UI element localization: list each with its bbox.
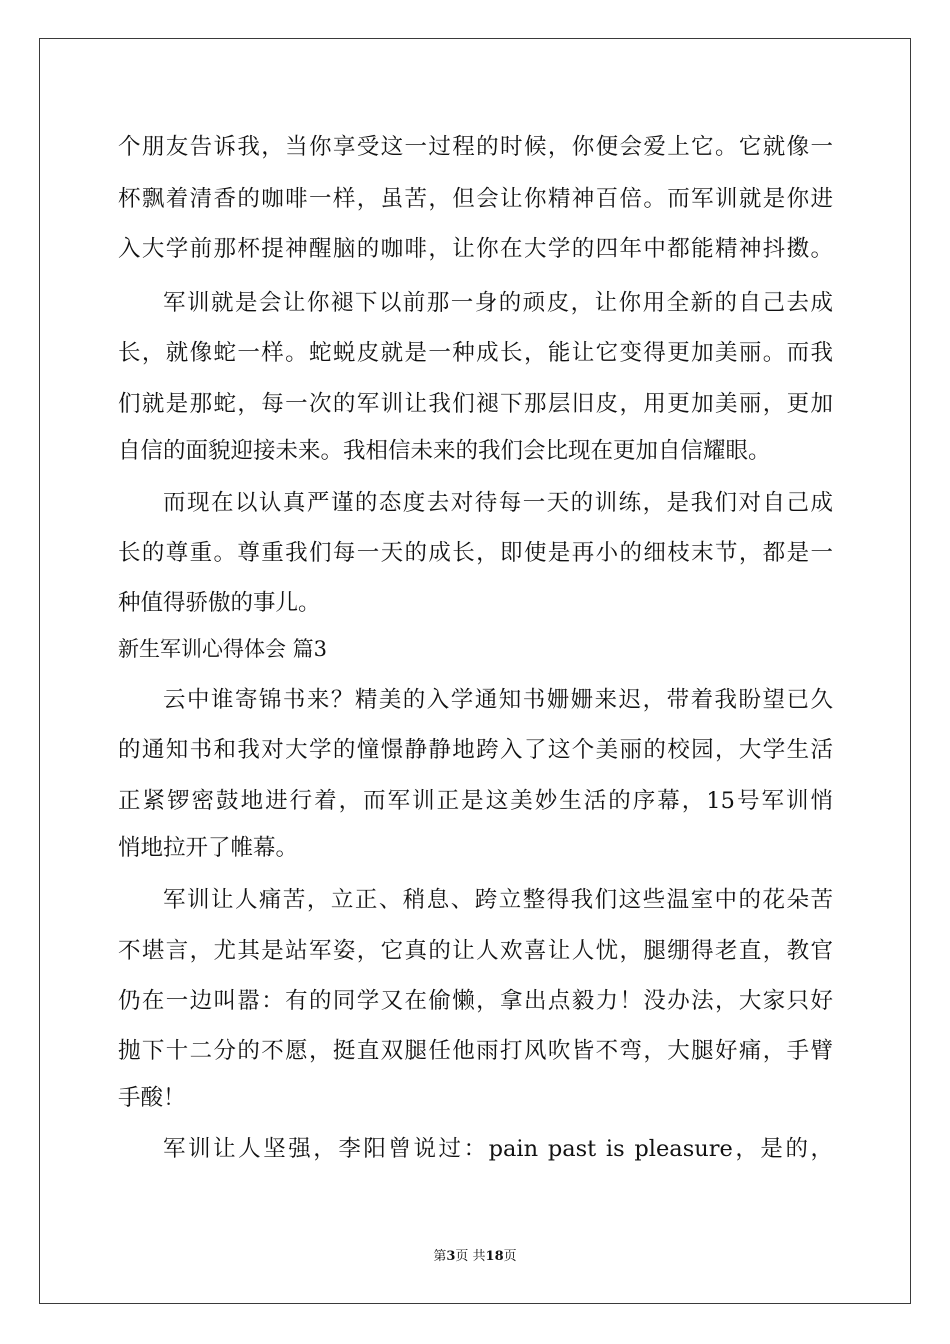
paragraph-start-line: 军训就是会让你褪下以前那一身的顽皮，让你用全新的自己去成	[163, 290, 833, 316]
text-line: 个朋友告诉我，当你享受这一过程的时候，你便会爱上它。它就像一	[118, 134, 833, 160]
section-heading: 新生军训心得体会 篇3	[118, 637, 328, 661]
text-line: 长，就像蛇一样。蛇蜕皮就是一种成长，能让它变得更加美丽。而我	[118, 340, 833, 366]
text-line: 悄地拉开了帷幕。	[118, 835, 299, 861]
footer-middle: 页 共	[455, 1249, 486, 1264]
text-line: 抛下十二分的不愿，挺直双腿任他雨打风吹皆不弯，大腿好痛，手臂	[118, 1038, 833, 1064]
text-line: 长的尊重。尊重我们每一天的成长，即使是再小的细枝末节，都是一	[118, 540, 833, 566]
current-page-number: 3	[446, 1249, 456, 1264]
page-border	[39, 38, 911, 1304]
text-line: 手酸！	[118, 1085, 186, 1111]
footer-prefix: 第	[433, 1249, 447, 1264]
paragraph-start-line: 而现在以认真严谨的态度去对待每一天的训练，是我们对自己成	[163, 490, 833, 516]
paragraph-start-line: 军训让人痛苦，立正、稍息、跨立整得我们这些温室中的花朵苦	[163, 887, 833, 913]
text-line: 仍在一边叫嚣：有的同学又在偷懒，拿出点毅力！没办法，大家只好	[118, 988, 833, 1014]
text-line: 们就是那蛇，每一次的军训让我们褪下那层旧皮，用更加美丽，更加	[118, 391, 833, 417]
text-line: 自信的面貌迎接未来。我相信未来的我们会比现在更加自信耀眼。	[118, 438, 771, 464]
text-line: 不堪言，尤其是站军姿，它真的让人欢喜让人忧，腿绷得老直，教官	[118, 938, 833, 964]
paragraph-start-line: 云中谁寄锦书来？精美的入学通知书姗姗来迟，带着我盼望已久	[163, 687, 833, 713]
text-line: 种值得骄傲的事儿。	[118, 590, 321, 616]
total-page-count: 18	[485, 1249, 504, 1264]
footer-suffix: 页	[503, 1249, 517, 1264]
paragraph-start-line: 军训让人坚强，李阳曾说过：pain past is pleasure，是的，	[163, 1136, 833, 1162]
page-footer	[0, 1245, 950, 1264]
text-line: 的通知书和我对大学的憧憬静静地跨入了这个美丽的校园，大学生活	[118, 737, 833, 763]
text-line: 杯飘着清香的咖啡一样，虽苦，但会让你精神百倍。而军训就是你进	[118, 186, 833, 212]
text-line: 入大学前那杯提神醒脑的咖啡，让你在大学的四年中都能精神抖擞。	[118, 236, 833, 262]
text-line: 正紧锣密鼓地进行着，而军训正是这美妙生活的序幕，15号军训悄	[118, 788, 833, 814]
